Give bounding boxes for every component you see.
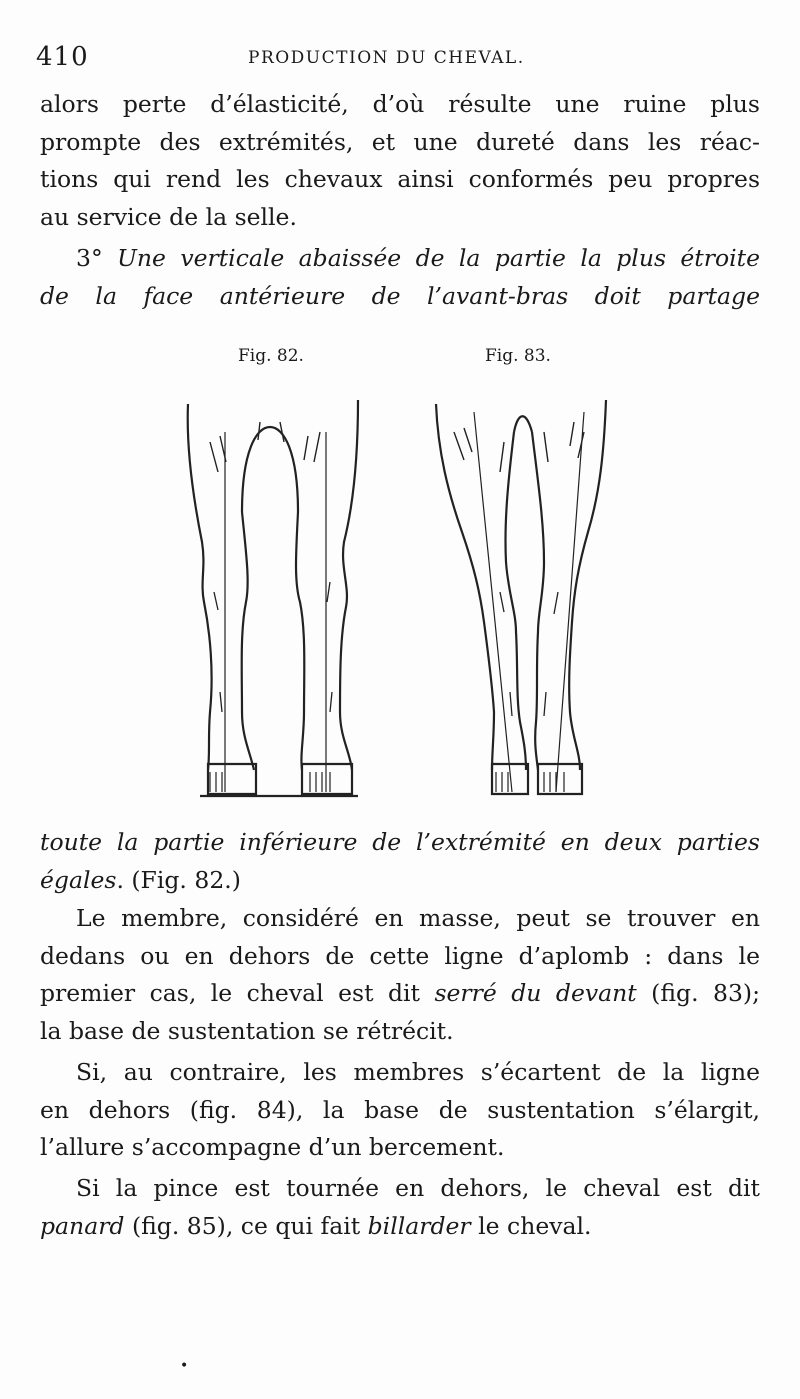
italic-text: de la face antérieure de l’avant-bras doit partage: [40, 281, 760, 310]
text-line: [40, 1208, 760, 1246]
figure-83-forelegs: [436, 400, 606, 794]
paragraph-contraire: [40, 1054, 760, 1167]
paragraph-pince: [40, 1170, 760, 1245]
figure-continuation: [40, 824, 760, 899]
text-segment: premier cas, le cheval est dit: [40, 979, 435, 1007]
text-line: alors perte d’élasticité, d’où résulte une ruine plus: [40, 90, 760, 118]
text-line: [40, 975, 760, 1013]
italic-text: Une verticale abaissée de la partie la plus étroite: [117, 244, 760, 272]
figure-82-caption: Fig. 82.: [238, 346, 304, 366]
italic-text: billarder: [367, 1211, 471, 1240]
page-header: [36, 42, 760, 76]
running-title: PRODUCTION DU CHEVAL.: [248, 48, 525, 68]
italic-text: panard: [40, 1211, 125, 1240]
text-line: Si la pince est tournée en dehors, le cheval est dit: [76, 1174, 760, 1202]
text-line: la base de sustentation se rétrécit.: [40, 1016, 454, 1045]
italic-text: serré du devant: [434, 979, 637, 1007]
italic-text: égales: [40, 865, 117, 894]
italic-text: toute la partie inférieure de l’extrémité en deux parties: [40, 828, 760, 856]
figure-83-caption: Fig. 83.: [485, 346, 551, 366]
text-line: Si, au contraire, les membres s’écartent de la ligne: [76, 1058, 760, 1086]
figure-reference: . (Fig. 82.): [116, 865, 241, 894]
text-line: en dehors (fig. 84), la base de sustentation s’élargit,: [40, 1095, 760, 1124]
paragraph-membre: [40, 900, 760, 1050]
text-segment: (fig. 85), ce qui fait: [124, 1211, 368, 1240]
figure-82-forelegs: [188, 400, 358, 796]
text-line: prompte des extrémités, et une dureté dans les réac-: [40, 127, 760, 156]
text-segment: (fig. 83);: [636, 979, 760, 1007]
text-line: tions qui rend les chevaux ainsi conformés peu propres: [40, 165, 760, 193]
text-line: dedans ou en dehors de cette ligne d’aplomb : dans le: [40, 941, 760, 970]
text-line: [40, 240, 760, 278]
text-line: au service de la selle.: [40, 202, 297, 231]
page-number: 410: [36, 42, 89, 72]
text-line: [40, 824, 760, 862]
text-line: l’allure s’accompagne d’un bercement.: [40, 1133, 505, 1161]
rule-3-paragraph: [40, 240, 760, 315]
text-line: Le membre, considéré en masse, peut se trouver en: [76, 904, 760, 932]
text-segment: le cheval.: [470, 1211, 592, 1240]
top-paragraph: [40, 86, 760, 236]
footer-mark: •: [180, 1358, 189, 1374]
text-line: [40, 862, 760, 900]
text-line: [40, 278, 760, 316]
figures-illustration: [180, 392, 620, 804]
rule-number: 3°: [76, 244, 103, 272]
